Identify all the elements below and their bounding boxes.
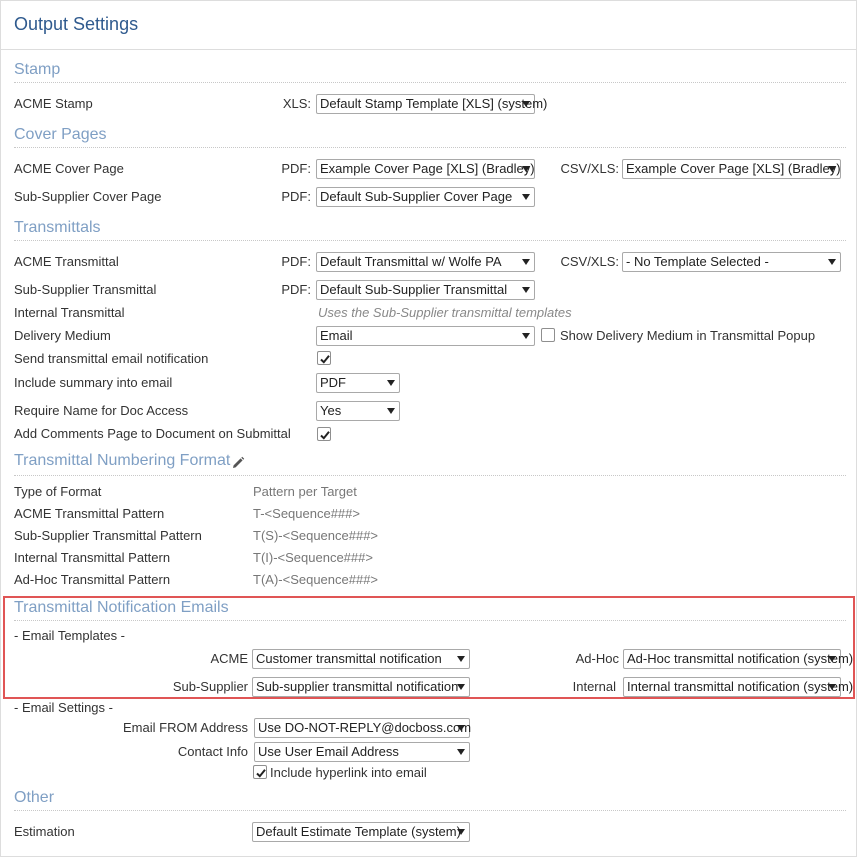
estimation-label: Estimation (14, 824, 75, 839)
sub-supplier-email-template-select[interactable] (252, 677, 470, 697)
delivery-medium-label: Delivery Medium (14, 328, 111, 343)
select-value: Use DO-NOT-REPLY@docboss.com (258, 720, 472, 735)
chevron-down-icon (387, 408, 395, 414)
require-name-select[interactable] (316, 401, 400, 421)
acme-transmittal-csv-select[interactable] (622, 252, 841, 272)
acme-cover-page-label: ACME Cover Page (14, 161, 124, 176)
sub-cover-pdf-format-label: PDF: (281, 189, 311, 204)
contact-info-select[interactable] (254, 742, 470, 762)
sub-transmittal-pdf-format-label: PDF: (281, 282, 311, 297)
checkmark-icon (255, 767, 267, 779)
acme-cover-pdf-format-label: PDF: (281, 161, 311, 176)
include-summary-label: Include summary into email (14, 375, 173, 390)
sub-supplier-transmittal-label: Sub-Supplier Transmittal (14, 282, 157, 297)
add-comments-page-checkbox[interactable] (317, 427, 331, 441)
email-from-address-label: Email FROM Address (123, 720, 248, 735)
chevron-down-icon (522, 259, 530, 265)
acme-stamp-label: ACME Stamp (14, 96, 93, 111)
section-divider (14, 240, 846, 241)
section-title-notification-emails: Transmittal Notification Emails (14, 599, 229, 616)
send-email-notification-checkbox[interactable] (317, 351, 331, 365)
chevron-down-icon (457, 749, 465, 755)
select-value: Sub-supplier transmittal notification (256, 679, 459, 694)
show-delivery-medium-checkbox[interactable] (541, 328, 555, 342)
acme-stamp-format-label: XLS: (282, 96, 311, 111)
sub-supplier-pattern-label: Sub-Supplier Transmittal Pattern (14, 528, 202, 543)
acme-pattern-value: T-<Sequence###> (253, 506, 360, 521)
section-title-stamp: Stamp (14, 61, 61, 78)
select-value: Customer transmittal notification (256, 651, 442, 666)
sub-transmittal-pdf-select[interactable] (316, 280, 535, 300)
internal-email-template-label: Internal (572, 679, 616, 694)
acme-email-template-label: ACME (210, 651, 248, 666)
email-settings-label: - Email Settings - (14, 700, 113, 715)
chevron-down-icon (522, 166, 530, 172)
adhoc-pattern-label: Ad-Hoc Transmittal Pattern (14, 572, 171, 587)
section-title-transmittals: Transmittals (14, 219, 101, 236)
chevron-down-icon (828, 259, 836, 265)
internal-transmittal-note: Uses the Sub-Supplier transmittal templates (318, 305, 572, 320)
checkmark-icon (319, 353, 331, 365)
chevron-down-icon (387, 380, 395, 386)
acme-transmittal-pdf-select[interactable] (316, 252, 535, 272)
select-value: Internal transmittal notification (system) (627, 679, 854, 694)
require-name-label: Require Name for Doc Access (14, 403, 189, 418)
add-comments-page-label: Add Comments Page to Document on Submittal (14, 426, 291, 441)
checkmark-icon (319, 429, 331, 441)
sub-supplier-pattern-value: T(S)-<Sequence###> (253, 528, 379, 543)
chevron-down-icon (828, 656, 836, 662)
adhoc-pattern-value: T(A)-<Sequence###> (253, 572, 379, 587)
section-divider (14, 475, 846, 476)
show-delivery-medium-label: Show Delivery Medium in Transmittal Popup (560, 328, 816, 343)
estimation-select[interactable] (252, 822, 470, 842)
page-title: Output Settings (14, 14, 139, 34)
internal-pattern-value: T(I)-<Sequence###> (253, 550, 373, 565)
contact-info-label: Contact Info (177, 744, 248, 759)
sub-cover-pdf-select[interactable] (316, 187, 535, 207)
sub-supplier-cover-page-label: Sub-Supplier Cover Page (14, 189, 162, 204)
type-of-format-value: Pattern per Target (253, 484, 357, 499)
select-value: Yes (320, 403, 342, 418)
section-divider (14, 82, 846, 83)
internal-email-template-select[interactable] (623, 677, 854, 697)
acme-transmittal-pdf-format-label: PDF: (281, 254, 311, 269)
section-title-cover-pages: Cover Pages (14, 126, 107, 143)
pencil-icon[interactable] (231, 456, 245, 470)
send-email-notification-label: Send transmittal email notification (14, 351, 209, 366)
title-divider (1, 49, 856, 50)
email-from-address-select[interactable] (254, 718, 470, 738)
acme-stamp-select[interactable] (316, 94, 548, 114)
type-of-format-label: Type of Format (14, 484, 102, 499)
chevron-down-icon (522, 194, 530, 200)
select-value: Example Cover Page [XLS] (Bradley) (626, 161, 841, 176)
include-hyperlink-label: Include hyperlink into email (270, 765, 427, 780)
chevron-down-icon (457, 829, 465, 835)
section-divider (14, 147, 846, 148)
select-value: Use User Email Address (258, 744, 399, 759)
select-value: - No Template Selected - (626, 254, 769, 269)
adhoc-email-template-label: Ad-Hoc (575, 651, 619, 666)
include-summary-select[interactable] (316, 373, 400, 393)
select-value: Default Sub-Supplier Transmittal (320, 282, 508, 297)
delivery-medium-select[interactable] (316, 326, 535, 346)
internal-transmittal-label: Internal Transmittal (14, 305, 125, 320)
acme-transmittal-label: ACME Transmittal (14, 254, 119, 269)
select-value: Default Sub-Supplier Cover Page (320, 189, 513, 204)
section-divider (14, 810, 846, 811)
select-value: Ad-Hoc transmittal notification (system) (627, 651, 854, 666)
chevron-down-icon (522, 333, 530, 339)
include-hyperlink-checkbox[interactable] (253, 765, 267, 779)
chevron-down-icon (522, 287, 530, 293)
select-value: Default Stamp Template [XLS] (system) (320, 96, 548, 111)
acme-email-template-select[interactable] (252, 649, 470, 669)
internal-pattern-label: Internal Transmittal Pattern (14, 550, 171, 565)
acme-cover-pdf-select[interactable] (316, 159, 535, 179)
acme-pattern-label: ACME Transmittal Pattern (14, 506, 165, 521)
acme-transmittal-csv-format-label: CSV/XLS: (560, 254, 619, 269)
chevron-down-icon (457, 725, 465, 731)
select-value: Default Transmittal w/ Wolfe PA (320, 254, 502, 269)
select-value: Default Estimate Template (system) (256, 824, 461, 839)
section-divider (14, 620, 846, 621)
chevron-down-icon (457, 656, 465, 662)
chevron-down-icon (828, 684, 836, 690)
chevron-down-icon (457, 684, 465, 690)
select-value: Example Cover Page [XLS] (Bradley) (320, 161, 535, 176)
adhoc-email-template-select[interactable] (623, 649, 854, 669)
select-value: PDF (320, 375, 346, 390)
section-title-other: Other (14, 789, 55, 806)
section-title-numbering-format: Transmittal Numbering Format (14, 452, 231, 469)
acme-cover-csv-format-label: CSV/XLS: (560, 161, 619, 176)
acme-cover-csv-select[interactable] (622, 159, 841, 179)
email-templates-label: - Email Templates - (14, 628, 126, 643)
chevron-down-icon (522, 101, 530, 107)
chevron-down-icon (828, 166, 836, 172)
sub-supplier-email-template-label: Sub-Supplier (172, 679, 248, 694)
select-value: Email (320, 328, 353, 343)
